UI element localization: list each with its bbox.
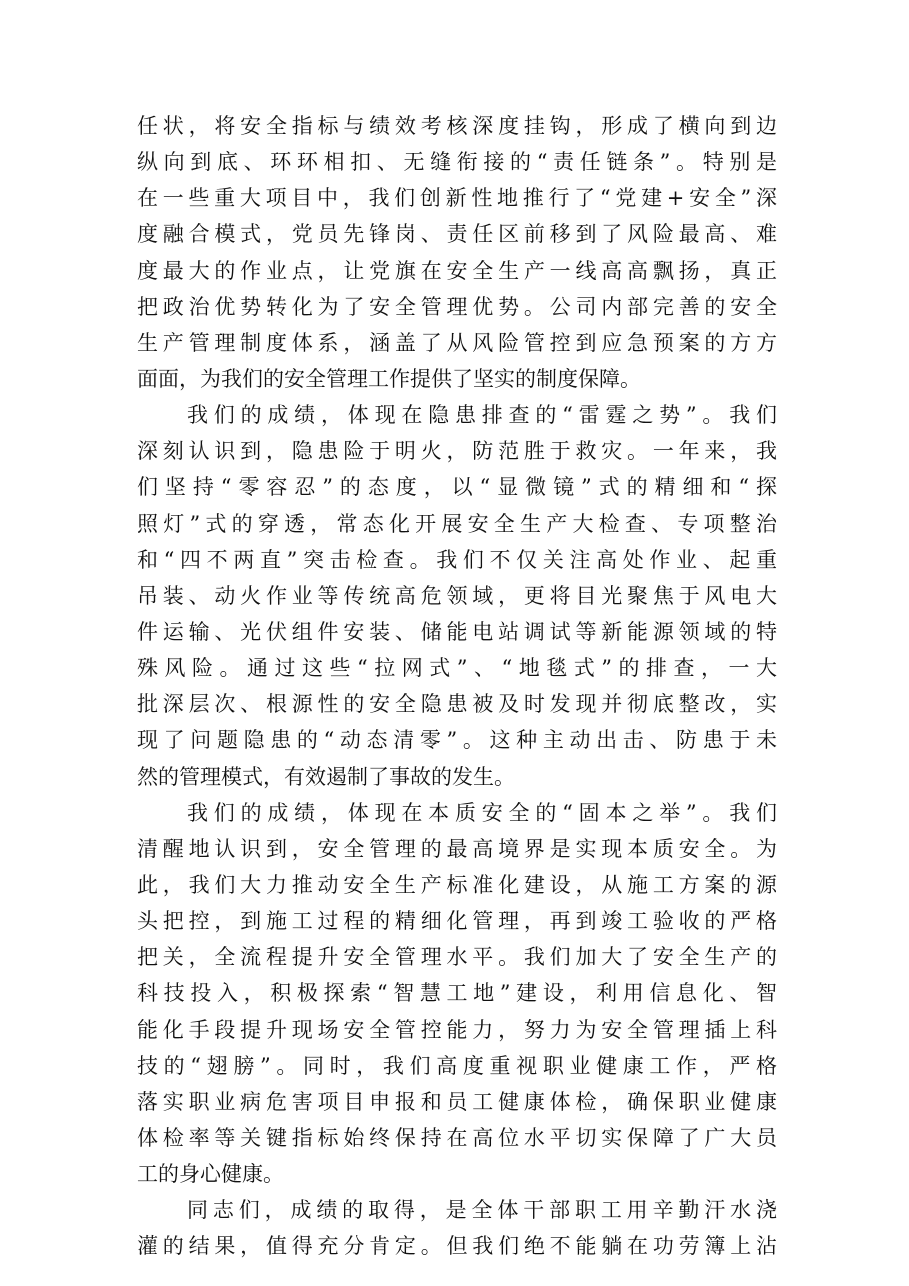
text-line: 能化手段提升现场安全管控能力，努力为安全管理插上科 — [137, 1017, 777, 1042]
document-body — [137, 108, 777, 1265]
text-line: 面面，为我们的安全管理工作提供了坚实的制度保障。 — [137, 366, 641, 391]
paragraph-first-line: 我们的成绩，体现在本质安全的“固本之举”。我们 — [187, 800, 777, 825]
paragraph-first-line: 我们的成绩，体现在隐患排查的“雷霆之势”。我们 — [187, 403, 777, 428]
text-line: 体检率等关键指标始终保持在高位水平切实保障了广大员 — [137, 1125, 777, 1150]
text-line: 任状，将安全指标与绩效考核深度挂钩，形成了横向到边 — [137, 114, 777, 138]
text-line: 殊风险。通过这些“拉网式”、“地毯式”的排查，一大 — [137, 656, 777, 681]
text-line: 度最大的作业点，让党旗在安全生产一线高高飘扬，真正 — [137, 258, 777, 283]
text-line: 深刻认识到，隐患险于明火，防范胜于救灾。一年来，我 — [137, 439, 777, 464]
text-line: 把关，全流程提升安全管理水平。我们加大了安全生产的 — [137, 945, 777, 970]
text-line: 在一些重大项目中，我们创新性地推行了“党建+安全”深 — [137, 186, 777, 211]
text-line: 工的身心健康。 — [137, 1162, 284, 1187]
paragraph-first-line: 同志们，成绩的取得，是全体干部职工用辛勤汗水浇 — [187, 1198, 777, 1223]
text-line: 技的“翅膀”。同时，我们高度重视职业健康工作，严格 — [137, 1053, 777, 1078]
text-line: 照灯”式的穿透，常态化开展安全生产大检查、专项整治 — [137, 511, 777, 536]
text-line: 批深层次、根源性的安全隐患被及时发现并彻底整改，实 — [137, 692, 777, 717]
text-line: 生产管理制度体系，涵盖了从风险管控到应急预案的方方 — [137, 330, 777, 355]
text-line: 灌的结果，值得充分肯定。但我们绝不能躺在功劳簿上沾 — [137, 1234, 777, 1259]
text-line: 落实职业病危害项目申报和员工健康体检，确保职业健康 — [137, 1089, 777, 1114]
text-line: 头把控，到施工过程的精细化管理，再到竣工验收的严格 — [137, 909, 777, 934]
text-line: 清醒地认识到，安全管理的最高境界是实现本质安全。为 — [137, 836, 777, 861]
text-line: 吊装、动火作业等传统高危领域，更将目光聚焦于风电大 — [137, 583, 777, 608]
text-line: 纵向到底、环环相扣、无缝衔接的“责任链条”。特别是 — [137, 150, 777, 175]
text-line: 件运输、光伏组件安装、储能电站调试等新能源领域的特 — [137, 619, 777, 644]
text-line: 此，我们大力推动安全生产标准化建设，从施工方案的源 — [137, 872, 777, 897]
text-line: 科技投入，积极探索“智慧工地”建设，利用信息化、智 — [137, 981, 777, 1006]
text-line: 们坚持“零容忍”的态度，以“显微镜”式的精细和“探 — [137, 475, 777, 500]
text-line: 度融合模式，党员先锋岗、责任区前移到了风险最高、难 — [137, 222, 777, 247]
text-line: 把政治优势转化为了安全管理优势。公司内部完善的安全 — [137, 294, 777, 319]
text-line: 然的管理模式，有效遏制了事故的发生。 — [137, 764, 515, 789]
text-line: 和“四不两直”突击检查。我们不仅关注高处作业、起重 — [137, 547, 777, 572]
text-line: 现了问题隐患的“动态清零”。这种主动出击、防患于未 — [137, 728, 777, 753]
